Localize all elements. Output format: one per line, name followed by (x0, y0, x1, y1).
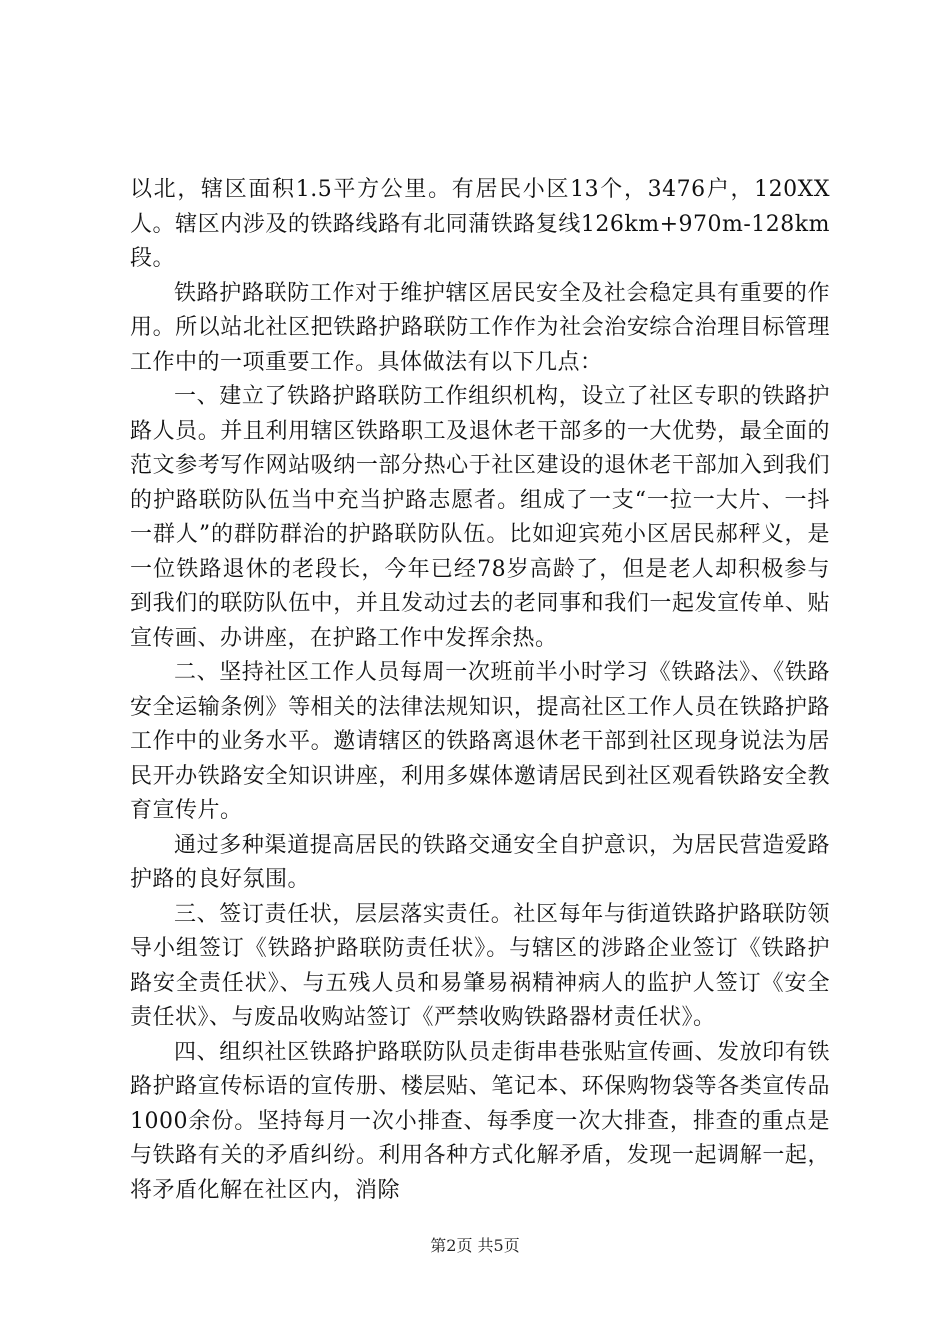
paragraph-point-three: 三、签订责任状，层层落实责任。社区每年与街道铁路护路联防领导小组签订《铁路护路联防责任状》。与辖区的涉路企业签订《铁路护路安全责任状》、与五残人员和易肇易祸精神病人的监护人签订《安全责任状》、与废品收购站签订《严禁收购铁路器材责任状》。 (130, 901, 830, 1030)
document-body (130, 173, 830, 1208)
paragraph-importance: 铁路护路联防工作对于维护辖区居民安全及社会稳定具有重要的作用。所以站北社区把铁路护路联防工作作为社会治安综合治理目标管理工作中的一项重要工作。具体做法有以下几点： (130, 280, 830, 375)
paragraph-point-two: 二、坚持社区工作人员每周一次班前半小时学习《铁路法》、《铁路安全运输条例》等相关的法律法规知识，提高社区工作人员在铁路护路工作中的业务水平。邀请辖区的铁路离退休老干部到社区现身说法为居民开办铁路安全知识讲座，利用多媒体邀请居民到社区观看铁路安全教育宣传片。 (130, 660, 830, 823)
paragraph-awareness: 通过多种渠道提高居民的铁路交通安全自护意识，为居民营造爱路护路的良好氛围。 (130, 832, 830, 892)
paragraph-point-one: 一、建立了铁路护路联防工作组织机构，设立了社区专职的铁路护路人员。并且利用辖区铁路职工及退休老干部多的一大优势，最全面的范文参考写作网站吸纳一部分热心于社区建设的退休老干部加入到我们的护路联防队伍当中充当护路志愿者。组成了一支“一拉一大片、一抖一群人”的群防群治的护路联防队伍。比如迎宾苑小区居民郝秤义，是一位铁路退休的老段长，今年已经78岁高龄了，但是老人却积极参与到我们的联防队伍中，并且发动过去的老同事和我们一起发宣传单、贴宣传画、办讲座，在护路工作中发挥余热。 (130, 384, 830, 651)
paragraph-district-overview: 以北，辖区面积1.5平方公里。有居民小区13个，3476户，120XX人。辖区内涉及的铁路线路有北同蒲铁路复线126km+970m-128km段。 (130, 177, 830, 271)
paragraph-point-four: 四、组织社区铁路护路联防队员走街串巷张贴宣传画、发放印有铁路护路宣传标语的宣传册、楼层贴、笔记本、环保购物袋等各类宣传品1000余份。坚持每月一次小排查、每季度一次大排查，排查的重点是与铁路有关的矛盾纠纷。利用各种方式化解矛盾，发现一起调解一起，将矛盾化解在社区内，消除 (130, 1039, 830, 1203)
page-number-footer: 第2页 共5页 (430, 1236, 520, 1255)
